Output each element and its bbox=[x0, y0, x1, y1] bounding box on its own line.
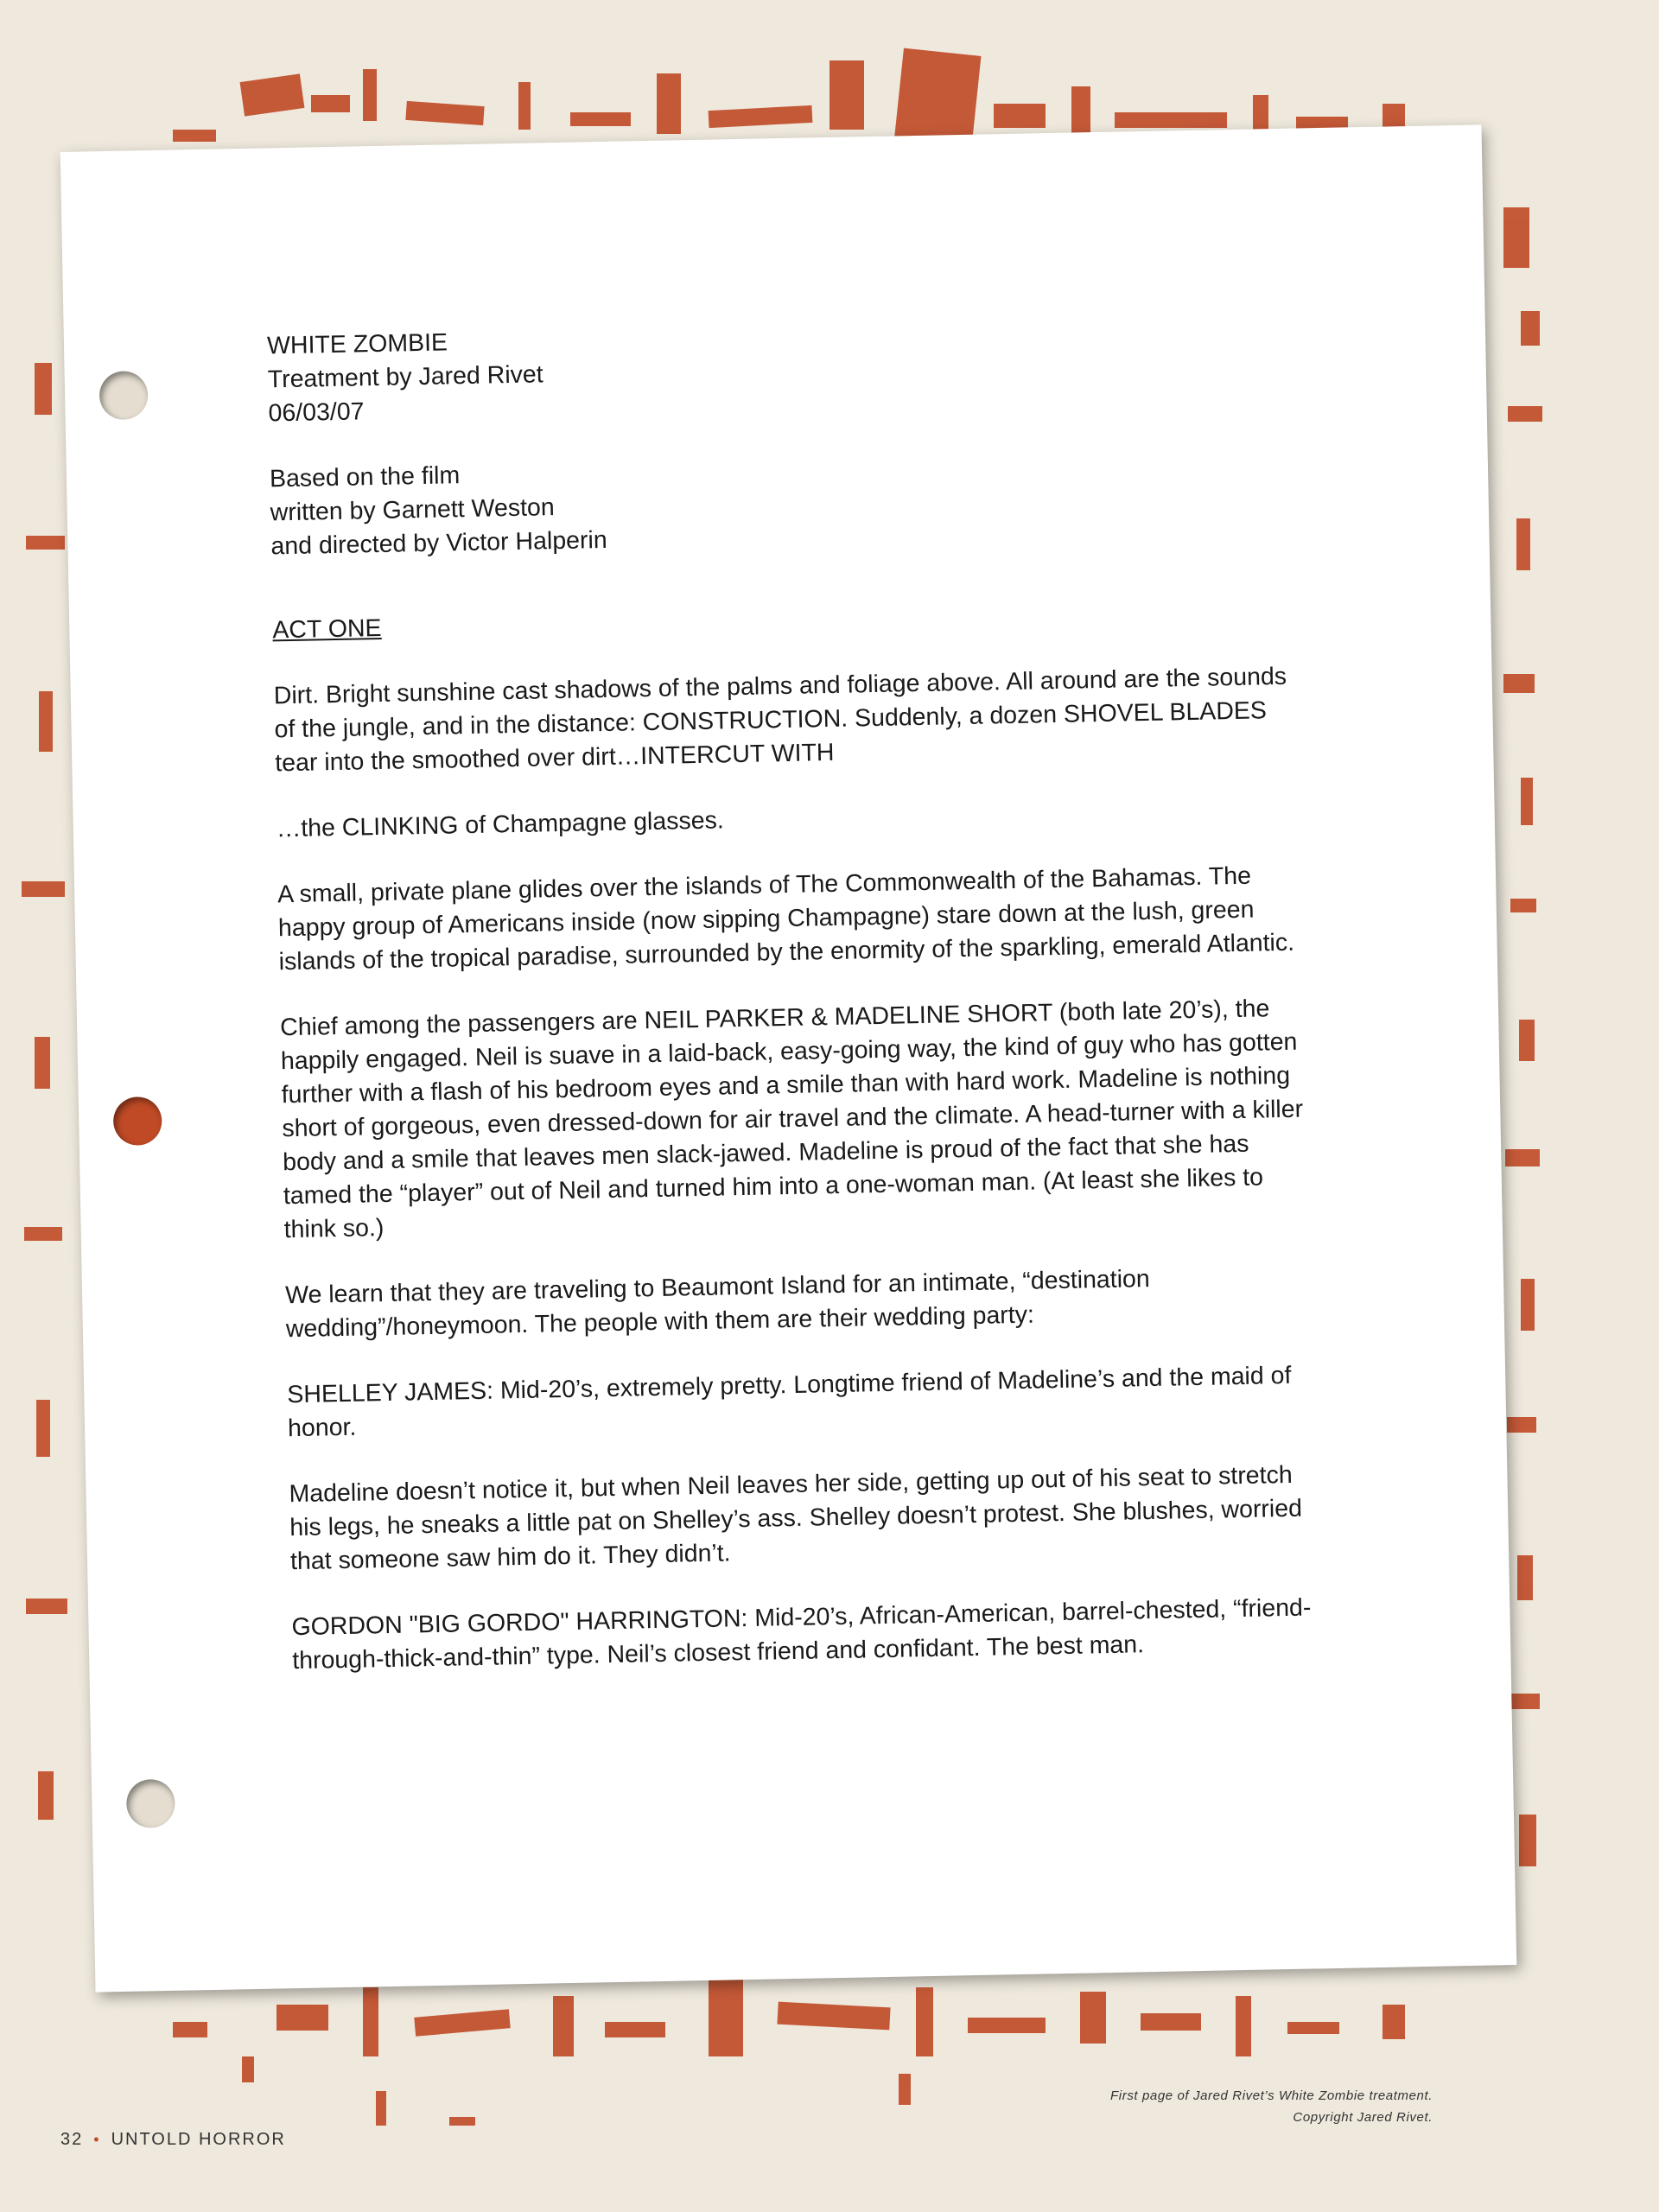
paragraph: Chief among the passengers are NEIL PARKER & MADELINE SHORT (both late 20’s), the happily engaged. Neil is suave in a laid-back, easy-going way, the kind of guy who has gotten further with a flash of his bedroom eyes and a smile than with hard work. Madeline is nothing short of gorgeous, even dressed-down for air travel and the climate. A head-turner with a killer body and a smile that leaves men slack-jawed. Madeline is proud of the fact that she has tamed the “player” out of Neil and turned him into a one-woman man. (At least she likes to think so.) bbox=[279, 995, 1304, 1244]
paragraph: We learn that they are traveling to Beaumont Island for an intimate, “destination wedding”/honeymoon. The people with them are their wedding party: bbox=[284, 1265, 1150, 1344]
figure-caption bbox=[1110, 2085, 1433, 2128]
book-title: UNTOLD HORROR bbox=[111, 2130, 286, 2149]
paragraph: SHELLEY JAMES: Mid-20’s, extremely pretty. Longtime friend of Madeline’s and the maid of honor. bbox=[287, 1361, 1292, 1443]
act-heading: ACT ONE bbox=[272, 613, 382, 645]
credits-line: Based on the film bbox=[269, 461, 461, 493]
credits-line: and directed by Victor Halperin bbox=[270, 525, 607, 561]
bullet-dot-icon: • bbox=[93, 2131, 101, 2148]
treatment-byline: Treatment by Jared Rivet bbox=[267, 360, 543, 394]
caption-line: Copyright Jared Rivet. bbox=[1293, 2110, 1433, 2125]
page-number: 32 bbox=[60, 2130, 84, 2149]
caption-line: First page of Jared Rivet’s White Zombie treatment. bbox=[1110, 2088, 1433, 2103]
credits-line: written by Garnett Weston bbox=[270, 493, 555, 527]
treatment-page bbox=[60, 124, 1517, 1992]
punch-hole-middle bbox=[113, 1096, 162, 1146]
treatment-text bbox=[267, 310, 1321, 1711]
punch-hole-bottom bbox=[126, 1779, 175, 1828]
paragraph: A small, private plane glides over the islands of The Commonwealth of the Bahamas. The happy group of Americans inside (now sipping Champagne) stare down at the lush, green islands of the tropical paradise, surrounded by the enormity of the sparkling, emerald Atlantic. bbox=[276, 861, 1295, 976]
title-block bbox=[267, 310, 1297, 431]
credits-block bbox=[270, 443, 1300, 564]
paragraph: …the CLINKING of Champagne glasses. bbox=[276, 806, 725, 843]
paragraph: Dirt. Bright sunshine cast shadows of the palms and foliage above. All around are the sounds of the jungle, and in the distance: CONSTRUCTION. Suddenly, a dozen SHOVEL BLADES tear into the smoothed over dirt…INTERCUT WITH bbox=[273, 662, 1287, 778]
punch-hole-top bbox=[99, 371, 149, 420]
treatment-title: WHITE ZOMBIE bbox=[266, 328, 448, 360]
treatment-date: 06/03/07 bbox=[268, 397, 365, 428]
paragraph: Madeline doesn’t notice it, but when Neil leaves her side, getting up out of his seat to stretch his legs, he sneaks a little pat on Shelley’s ass. Shelley doesn’t protest. She blushes, worried that someone saw him do it. They didn’t. bbox=[289, 1460, 1303, 1576]
page-footer bbox=[60, 2130, 286, 2150]
paragraph: GORDON "BIG GORDO" HARRINGTON: Mid-20’s, African-American, barrel-chested, “friend-through-thick-and-thin” type. Neil’s closest friend and confidant. The best man. bbox=[291, 1593, 1312, 1675]
